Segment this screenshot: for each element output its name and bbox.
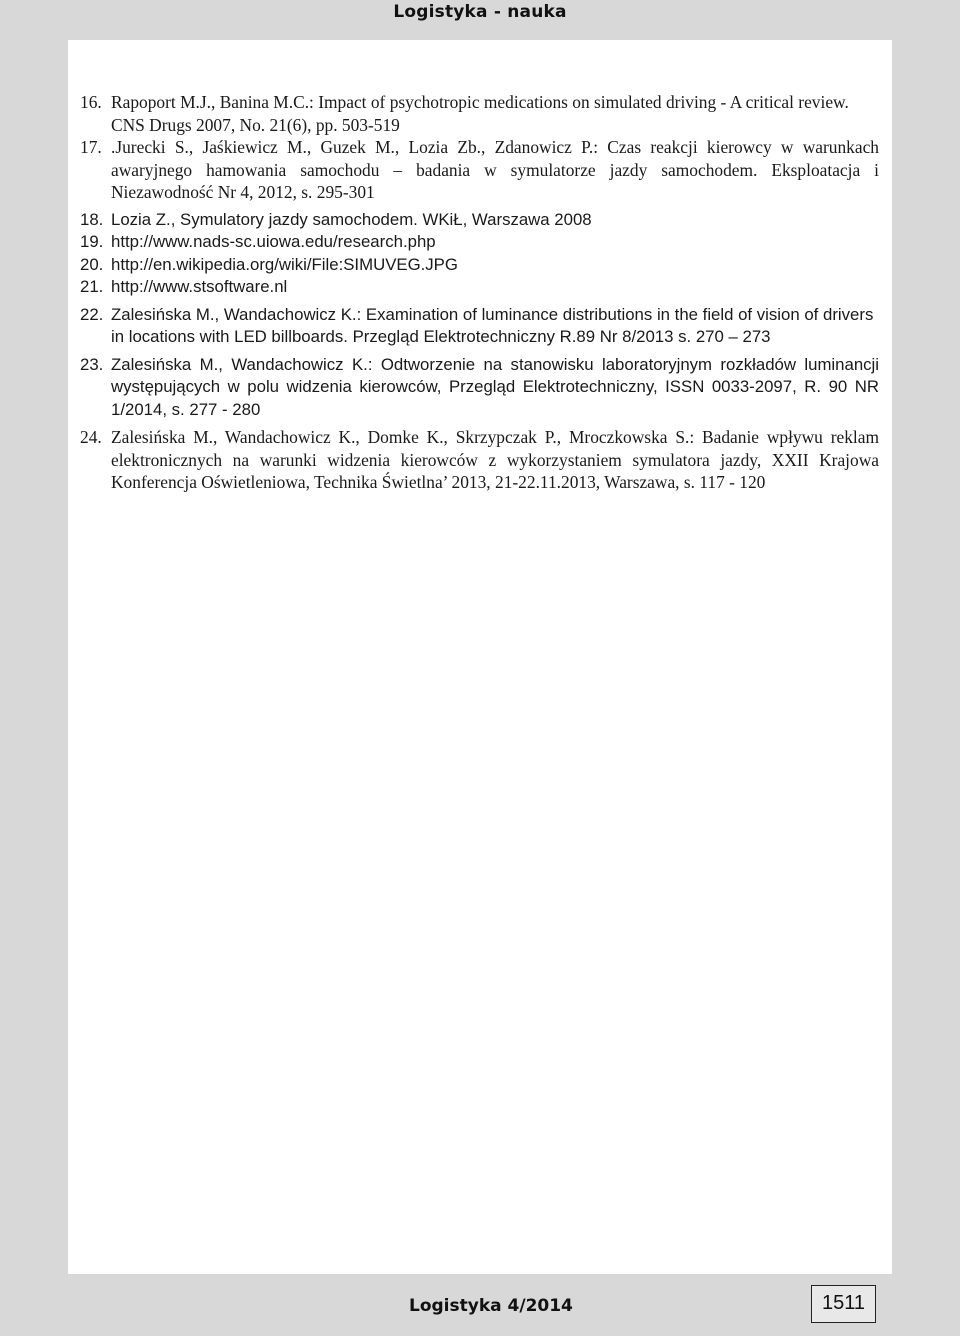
reference-number: 22. (80, 304, 104, 324)
reference-list (80, 91, 879, 494)
reference-number: 17. (80, 137, 102, 157)
reference-number: 21. (80, 277, 104, 296)
reference-text: Zalesińska M., Wandachowicz K., Domke K., Skrzypczak P., Mroczkowska S.: Badanie wpływu reklam elektronicznych na warunki widzenia kierowców z wykorzystaniem symulatora jazdy, XXII Krajowa Konferencja Oświetleniowa, Technika Świetlna’ 2013, 21-22.11.2013, Warszawa, s. 117 - 120 (111, 427, 879, 492)
reference-number: 18. (80, 209, 104, 229)
reference-number: 19. (80, 232, 104, 251)
reference-item (80, 136, 879, 204)
reference-text: http://www.stsoftware.nl (111, 277, 288, 296)
reference-text: Lozia Z., Symulatory jazdy samochodem. WKiŁ, Warszawa 2008 (111, 209, 592, 229)
reference-number: 16. (80, 92, 102, 112)
reference-item (80, 231, 879, 254)
reference-number: 20. (80, 254, 104, 274)
reference-text: .Jurecki S., Jaśkiewicz M., Guzek M., Lozia Zb., Zdanowicz P.: Czas reakcji kierowcy w warunkach awaryjnego hamowania samochodu – badania w symulatorze jazdy samochodem. Eksploatacja i Niezawodność Nr 4, 2012, s. 295-301 (111, 137, 879, 202)
reference-item (80, 209, 879, 232)
page-content (68, 40, 892, 1274)
reference-text: Rapoport M.J., Banina M.C.: Impact of psychotropic medications on simulated driving - A critical review. CNS Drugs 2007, No. 21(6), pp. 503-519 (111, 92, 849, 135)
reference-number: 24. (80, 427, 102, 447)
reference-item (80, 254, 879, 277)
page-number-box: 1511 (811, 1285, 876, 1323)
reference-text: http://www.nads-sc.uiowa.edu/research.php (111, 232, 436, 251)
reference-text: http://en.wikipedia.org/wiki/File:SIMUVEG.JPG (111, 254, 458, 274)
reference-item (80, 304, 879, 349)
reference-number: 23. (80, 354, 104, 374)
reference-item (80, 91, 879, 136)
running-header: Logistyka - nauka (393, 2, 567, 22)
reference-item (80, 276, 879, 299)
reference-text: Zalesińska M., Wandachowicz K.: Odtworzenie na stanowisku laboratoryjnym rozkładów luminancji występujących w polu widzenia kierowców, Przegląd Elektrotechniczny, ISSN 0033-2097, R. 90 NR 1/2014, s. 277 - 280 (111, 354, 879, 419)
reference-text: Zalesińska M., Wandachowicz K.: Examination of luminance distributions in the field of vision of drivers in locations with LED billboards. Przegląd Elektrotechniczny R.89 Nr 8/2013 s. 270 – 273 (111, 304, 874, 346)
reference-item (80, 354, 879, 422)
reference-item (80, 426, 879, 494)
journal-footer: Logistyka 4/2014 (409, 1296, 573, 1316)
